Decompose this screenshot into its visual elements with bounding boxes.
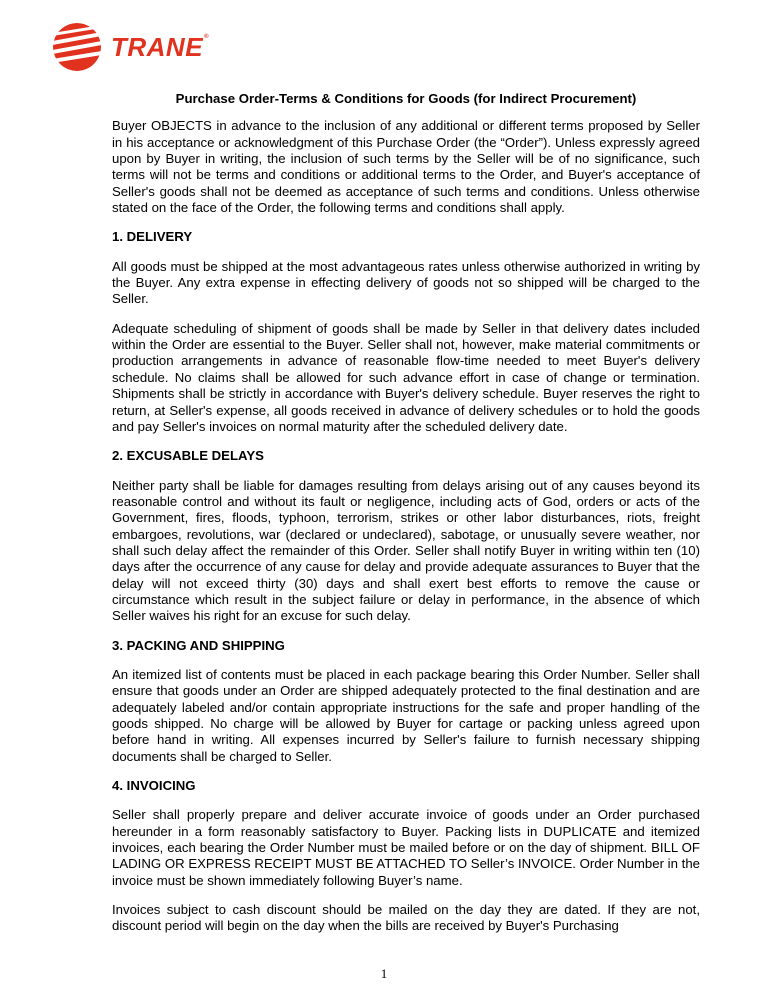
section-heading-packing-shipping: 3. PACKING AND SHIPPING: [112, 637, 285, 653]
page-number: 1: [380, 966, 388, 981]
section-paragraph: Adequate scheduling of shipment of goods shall be made by Seller in that delivery dates included within the Order are essential to the Buyer. Seller shall not, however, make material commitments or production arrangements in advance of reasonable flow-time needed to meet Buyer's delivery schedule. No claims shall be allowed for such advance effort in case of change or termination. Shipments shall be strictly in accordance with Buyer's delivery schedule. Buyer reserves the right to return, at Seller's expense, all goods received in advance of delivery schedules or to hold the goods and pay Seller's invoices on normal maturity after the scheduled delivery date.: [112, 320, 700, 434]
document-title: Purchase Order-Terms & Conditions for Goods (for Indirect Procurement): [175, 91, 637, 106]
logo-wordmark: TRANE®: [111, 32, 209, 62]
trane-sunburst-icon: [52, 22, 102, 72]
section-heading-delivery: 1. DELIVERY: [112, 229, 193, 245]
section-paragraph: An itemized list of contents must be placed in each package bearing this Order Number. Seller shall ensure that goods under an Order are shipped adequately protected to the final destination and are adequately labeled and/or contain appropriate instructions for the safe and proper handling of the goods shipped. No charge will be allowed by Buyer for cartage or packing unless agreed upon before hand in writing. All expenses incurred by Seller's failure to furnish necessary shipping documents shall be charged to Seller.: [112, 666, 700, 764]
section-paragraph: Neither party shall be liable for damages resulting from delays arising out of any causes beyond its reasonable control and without its fault or negligence, including acts of God, orders or acts of the Government, fires, floods, typhoon, terrorism, strikes or other labor disturbances, riots, freight embargoes, revolutions, war (declared or undeclared), sabotage, or unusually severe weather, nor shall such delay affect the remainder of this Order. Seller shall notify Buyer in writing within ten (10) days after the occurrence of any cause for delay and provide adequate assurances to Buyer that the delay will not exceed thirty (30) days and shall exert best efforts to remove the cause or circumstance which result in the subject failure or delay in performance, in the absence of which Seller waives his right for an excuse for such delay.: [112, 477, 700, 624]
section-heading-excusable-delays: 2. EXCUSABLE DELAYS: [112, 448, 264, 464]
trane-logo: [52, 22, 209, 72]
intro-paragraph: Buyer OBJECTS in advance to the inclusion of any additional or different terms proposed by Seller in his acceptance or acknowledgment of this Purchase Order (the “Order”). Unless expressly agreed upon by Buyer in writing, the inclusion of such terms by the Seller will be of no significance, such terms will not be terms and conditions or additional terms to the Order, and Buyer's acceptance of Seller's goods shall not be deemed as acceptance of such terms and conditions. Unless otherwise stated on the face of the Order, the following terms and conditions shall apply.: [112, 118, 700, 216]
section-paragraph: All goods must be shipped at the most advantageous rates unless otherwise authorized in writing by the Buyer. Any extra expense in effecting delivery of goods not so shipped will be charged to the Seller.: [112, 258, 700, 307]
section-heading-invoicing: 4. INVOICING: [112, 778, 196, 794]
section-paragraph: Invoices subject to cash discount should be mailed on the day they are dated. If they are not, discount period will begin on the day when the bills are received by Buyer's Purchasing: [112, 902, 700, 934]
document-body: [112, 91, 700, 948]
section-paragraph: Seller shall properly prepare and deliver accurate invoice of goods under an Order purchased hereunder in a form reasonably satisfactory to Buyer. Packing lists in DUPLICATE and itemized invoices, each bearing the Order Number must be mailed before or on the day of shipment. BILL OF LADING OR EXPRESS RECEIPT MUST BE ATTACHED TO Seller’s INVOICE. Order Number in the invoice must be shown immediately following Buyer’s name.: [112, 807, 700, 888]
